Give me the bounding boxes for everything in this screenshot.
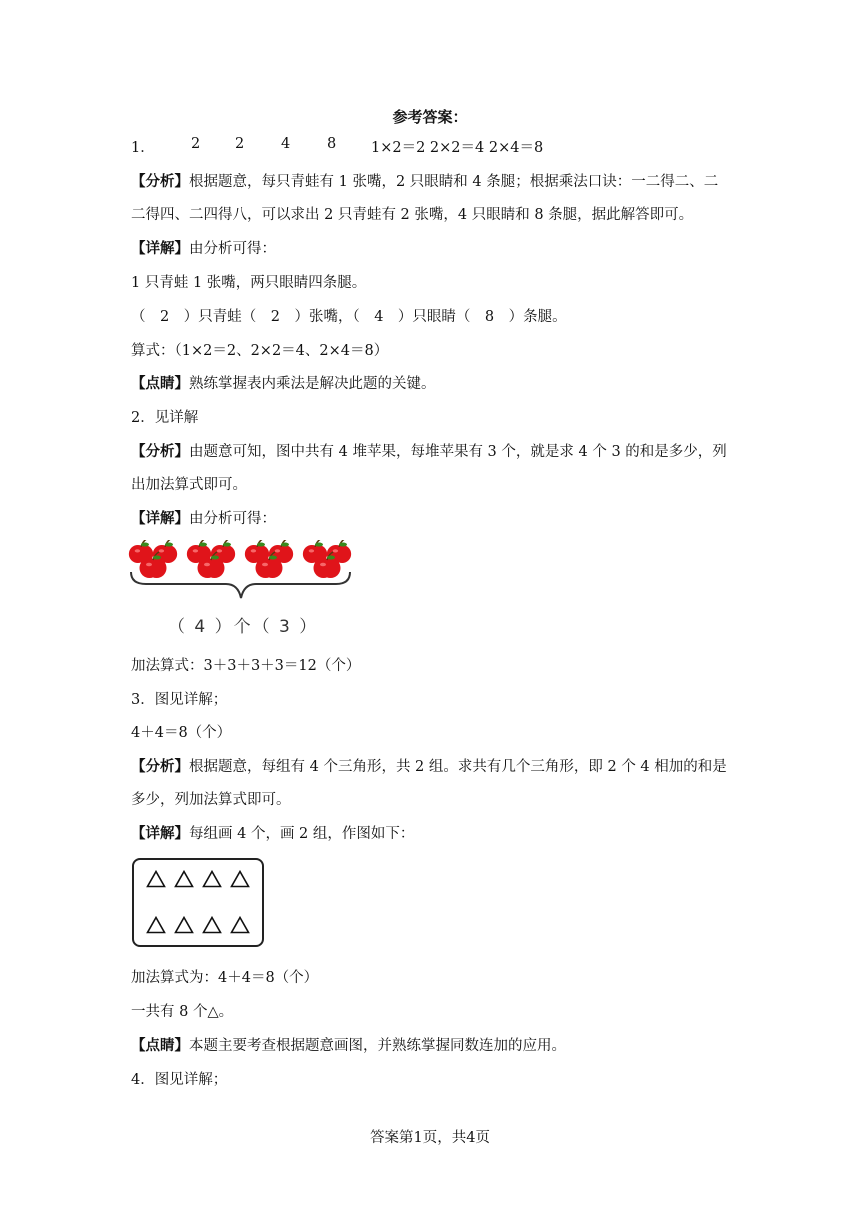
q1-comment-text: 熟练掌握表内乘法是解决此题的关键。	[189, 376, 436, 392]
triangle-icon	[202, 870, 222, 888]
q1-detail	[131, 237, 276, 258]
triangle-icon	[230, 916, 250, 934]
q2-heading: 2．见详解	[131, 410, 199, 426]
page-title: 参考答案：	[392, 108, 468, 126]
q3-analysis-line-2: 多少，列加法算式即可。	[131, 792, 291, 808]
q2-analysis-line-2: 出加法算式即可。	[131, 477, 247, 493]
detail-tag: 【详解】	[131, 510, 189, 527]
triangle-icon	[174, 870, 194, 888]
q3-analysis-line-1	[131, 755, 727, 776]
q1-answer-3: 4	[281, 136, 291, 152]
analysis-tag: 【分析】	[131, 443, 189, 460]
triangle-icon	[230, 870, 250, 888]
q1-detail-line-2: （ 2 ）只青蛙（ 2 ）张嘴，（ 4 ）只眼睛（ 8 ）条腿。	[131, 309, 567, 325]
q3-comment	[131, 1034, 566, 1055]
q2-formula: 加法算式：3＋3＋3＋3＝12（个）	[131, 658, 361, 674]
q2-detail	[131, 507, 276, 528]
q1-number: 1．	[131, 140, 155, 156]
q2-detail-text: 由分析可得：	[189, 511, 276, 527]
page-footer: 答案第1页，共4页	[370, 1130, 490, 1146]
q2-analysis-line-1	[131, 440, 727, 461]
q3-detail-text: 每组画 4 个，画 2 组，作图如下：	[189, 826, 415, 842]
triangle-icon	[202, 916, 222, 934]
q1-detail-text: 由分析可得：	[189, 241, 276, 257]
curly-brace-icon	[128, 570, 354, 604]
q3-comment-text: 本题主要考查根据题意画图，并熟练掌握同数连加的应用。	[189, 1038, 566, 1054]
q3-detail	[131, 822, 414, 843]
q3-heading: 3．图见详解；	[131, 692, 228, 708]
q1-detail-line-1: 1 只青蛙 1 张嘴，两只眼睛四条腿。	[131, 275, 367, 291]
q1-comment	[131, 372, 436, 393]
q1-analysis-line-2: 二得四、二四得八，可以求出 2 只青蛙有 2 张嘴，4 只眼睛和 8 条腿，据此解答即可。	[131, 207, 694, 223]
q1-answer-2: 2	[235, 136, 245, 152]
detail-tag: 【详解】	[131, 240, 189, 257]
detail-tag: 【详解】	[131, 825, 189, 842]
comment-tag: 【点睛】	[131, 375, 189, 392]
q2-analysis-text: 由题意可知，图中共有 4 堆苹果，每堆苹果有 3 个，就是求 4 个 3 的和是多少，列	[189, 444, 727, 460]
q1-analysis-line-1	[131, 170, 718, 191]
q1-detail-line-3: 算式：（1×2＝2、2×2＝4、2×4＝8）	[131, 343, 389, 359]
q3-analysis-text: 根据题意，每组有 4 个三角形，共 2 组。求共有几个三角形，即 2 个 4 相加的和是	[189, 759, 727, 775]
q3-total: 一共有 8 个△。	[131, 1004, 234, 1020]
q1-analysis-text: 根据题意，每只青蛙有 1 张嘴，2 只眼睛和 4 条腿；根据乘法口诀：一二得二、二	[189, 174, 719, 190]
triangle-icon	[146, 870, 166, 888]
q1-answer-1: 2	[191, 136, 201, 152]
triangle-icon	[146, 916, 166, 934]
q1-answer-row	[131, 136, 731, 156]
q3-formula: 加法算式为：4＋4＝8（个）	[131, 970, 319, 986]
q1-answer-4: 8	[327, 136, 337, 152]
q4-heading: 4．图见详解；	[131, 1072, 228, 1088]
q1-formula: 1×2＝2 2×2＝4 2×4＝8	[371, 140, 544, 156]
analysis-tag: 【分析】	[131, 173, 189, 190]
analysis-tag: 【分析】	[131, 758, 189, 775]
comment-tag: 【点睛】	[131, 1037, 189, 1054]
q2-figure-count: （ 4 ）个（ 3 ）	[168, 617, 319, 637]
q3-formula-top: 4＋4＝8（个）	[131, 725, 232, 741]
triangle-figure	[132, 858, 264, 947]
triangle-icon	[174, 916, 194, 934]
